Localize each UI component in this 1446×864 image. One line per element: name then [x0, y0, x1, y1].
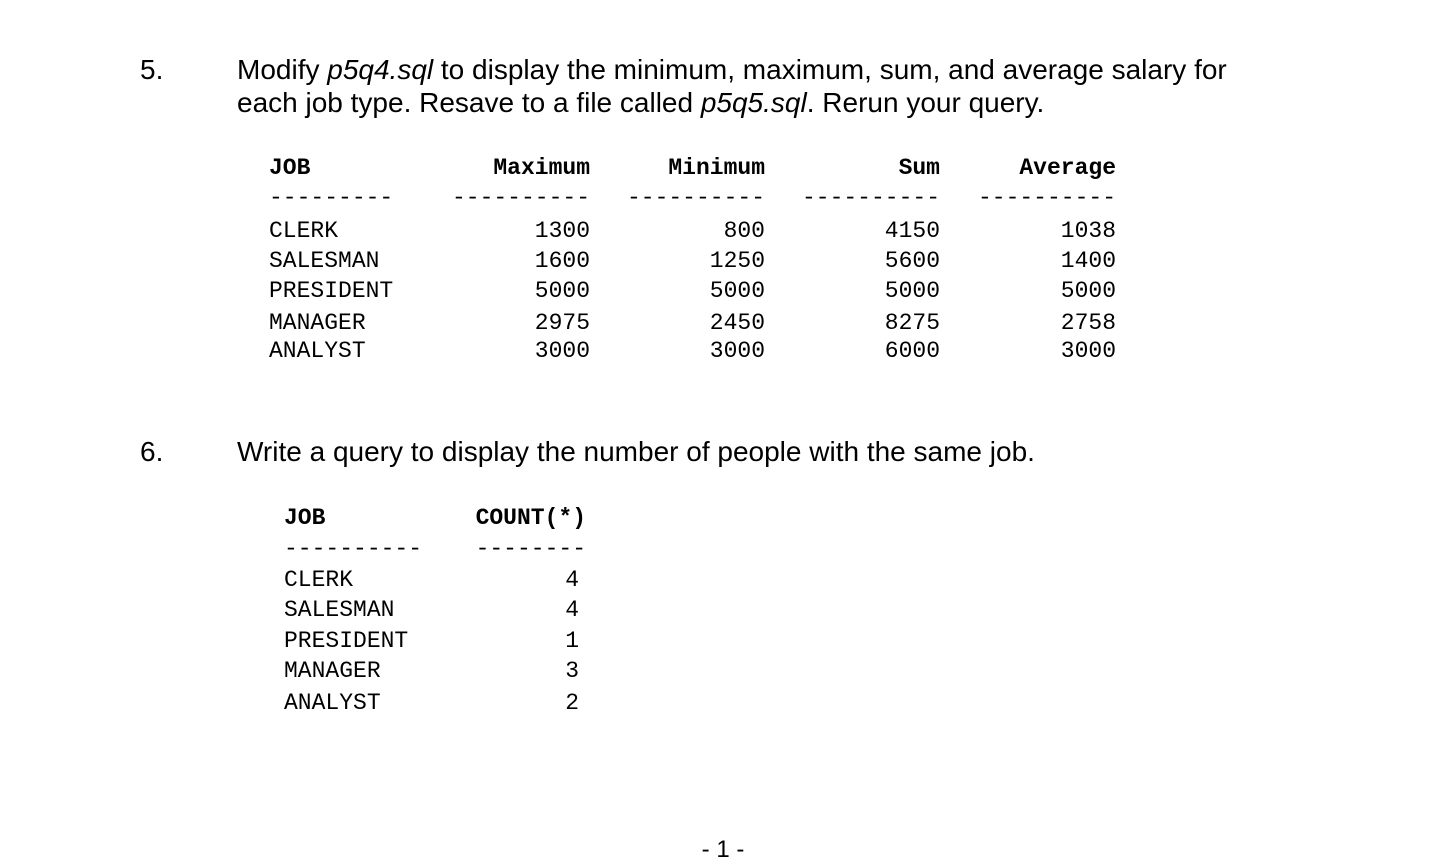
cell-job: CLERK	[269, 218, 339, 244]
cell-job: MANAGER	[284, 658, 381, 684]
table-row	[0, 690, 1446, 718]
cell-maximum: 1300	[534, 218, 590, 244]
table-row	[0, 218, 1446, 246]
cell-minimum: 3000	[709, 338, 765, 364]
cell-maximum: 2975	[534, 310, 590, 336]
cell-count: 1	[565, 628, 579, 654]
cell-job: SALESMAN	[269, 248, 380, 274]
question-5-text-part: . Rerun your query.	[806, 87, 1045, 118]
cell-maximum: 5000	[534, 278, 590, 304]
cell-average: 1400	[1060, 248, 1116, 274]
cell-job: PRESIDENT	[284, 628, 409, 654]
table-row	[0, 278, 1446, 306]
table-row	[0, 597, 1446, 625]
target-filename: p5q5.sql	[700, 87, 807, 118]
cell-count: 4	[565, 597, 579, 623]
question-5-text-part: Modify	[237, 54, 328, 85]
cell-minimum: 2450	[709, 310, 765, 336]
cell-sum: 4150	[884, 218, 940, 244]
cell-job: CLERK	[284, 567, 354, 593]
separator-dashes: ----------	[977, 185, 1116, 211]
cell-job: ANALYST	[284, 690, 381, 716]
cell-average: 5000	[1060, 278, 1116, 304]
separator-dashes: ----------	[626, 185, 765, 211]
question-5-text-part: each job type. Resave to a file called	[237, 87, 701, 118]
question-6-text: Write a query to display the number of people with the same job.	[237, 436, 1035, 467]
cell-sum: 6000	[884, 338, 940, 364]
table-row	[0, 248, 1446, 276]
separator-dashes: ----------	[451, 185, 590, 211]
table-row	[0, 567, 1446, 595]
cell-job: ANALYST	[269, 338, 366, 364]
question-5-line-2	[237, 86, 1387, 119]
separator-dashes: --------	[475, 536, 586, 562]
table-row	[0, 658, 1446, 686]
separator-dashes: ----------	[801, 185, 940, 211]
separator-dashes: ---------	[269, 185, 394, 211]
cell-average: 2758	[1060, 310, 1116, 336]
query-output-6-separator	[0, 536, 1446, 564]
page-number: - 1 -	[701, 836, 745, 863]
query-output-5	[0, 155, 1446, 375]
column-header-average: Average	[1019, 155, 1116, 181]
cell-sum: 5600	[884, 248, 940, 274]
column-header-sum: Sum	[898, 155, 940, 181]
column-header-count: COUNT(*)	[475, 505, 586, 531]
cell-count: 2	[565, 690, 579, 716]
question-5-text-part: to display the minimum, maximum, sum, and average salary for	[433, 54, 1227, 85]
table-row	[0, 310, 1446, 338]
cell-job: MANAGER	[269, 310, 366, 336]
cell-sum: 8275	[884, 310, 940, 336]
question-5-text	[237, 53, 1387, 119]
column-header-job: JOB	[284, 505, 326, 531]
query-output-5-header	[0, 155, 1446, 183]
cell-average: 3000	[1060, 338, 1116, 364]
cell-count: 3	[565, 658, 579, 684]
cell-average: 1038	[1060, 218, 1116, 244]
cell-minimum: 800	[723, 218, 765, 244]
table-row	[0, 628, 1446, 656]
question-number-6: 6.	[140, 436, 164, 467]
cell-job: SALESMAN	[284, 597, 395, 623]
column-header-maximum: Maximum	[493, 155, 590, 181]
cell-count: 4	[565, 567, 579, 593]
cell-maximum: 1600	[534, 248, 590, 274]
cell-minimum: 1250	[709, 248, 765, 274]
table-row	[0, 338, 1446, 366]
query-output-6-header	[0, 505, 1446, 533]
cell-sum: 5000	[884, 278, 940, 304]
query-output-6	[0, 505, 1446, 725]
question-number-5: 5.	[140, 54, 164, 85]
column-header-minimum: Minimum	[668, 155, 765, 181]
column-header-job: JOB	[269, 155, 311, 181]
separator-dashes: ----------	[284, 536, 423, 562]
cell-minimum: 5000	[709, 278, 765, 304]
source-filename: p5q4.sql	[327, 54, 434, 85]
cell-maximum: 3000	[534, 338, 590, 364]
question-5-line-1	[237, 53, 1387, 86]
cell-job: PRESIDENT	[269, 278, 394, 304]
query-output-5-separator	[0, 185, 1446, 213]
